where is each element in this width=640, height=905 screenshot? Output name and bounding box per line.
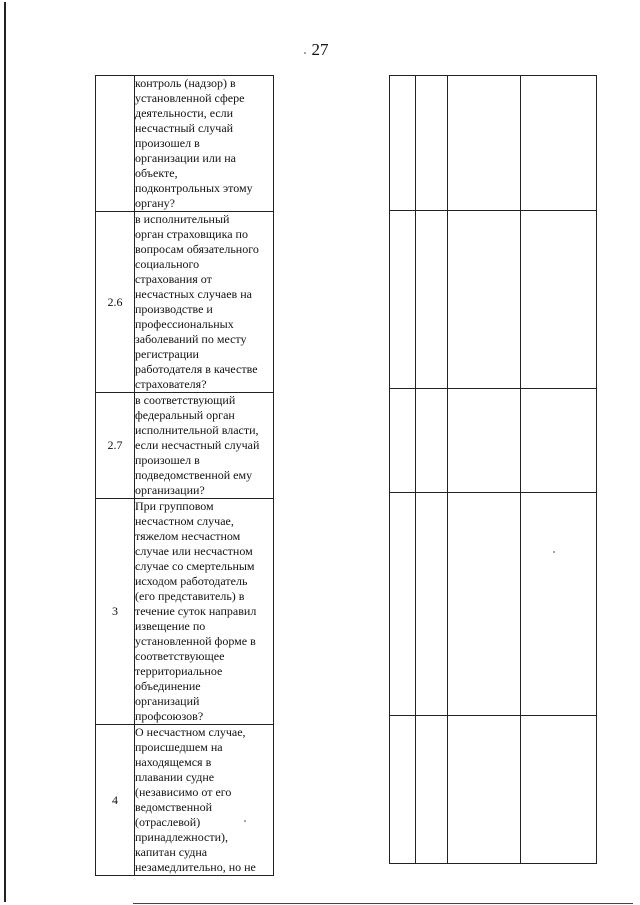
answer-columns-table	[389, 75, 597, 864]
question-text: в исполнительный орган страховщика по вопросам обязательного социального страхования от несчастных случаев на производстве и профессиональных заболеваний по месту регистрации работодателя в качестве страхователя?	[135, 212, 274, 393]
answer-cell	[416, 76, 448, 211]
answer-cell	[448, 211, 521, 389]
answer-cell	[390, 716, 416, 864]
table-row	[96, 393, 274, 499]
answer-row	[390, 76, 597, 211]
row-number: 3	[96, 499, 135, 725]
question-text: контроль (надзор) в установленной сфере деятельности, если несчастный случай произошел в организации или на объекте, подконтрольных этому органу?	[135, 76, 274, 212]
answer-row	[390, 389, 597, 493]
page-number: 27	[311, 40, 329, 59]
question-text: в соответствующий федеральный орган исполнительной власти, если несчастный случай произошел в подведомственной ему организации?	[135, 393, 274, 499]
answer-cell	[416, 389, 448, 493]
row-number: 2.6	[96, 212, 135, 393]
answer-cell	[521, 493, 597, 716]
row-number	[96, 76, 135, 212]
answer-row	[390, 716, 597, 864]
answer-cell	[448, 716, 521, 864]
question-text: О несчастном случае, происшедшем на находящемся в плавании судне (независимо от его ведомственной (отраслевой) принадлежности), капитан судна незамедлительно, но не	[135, 725, 274, 876]
answer-cell	[416, 493, 448, 716]
scan-speck	[304, 52, 306, 54]
answer-cell	[390, 389, 416, 493]
table-row	[96, 499, 274, 725]
scan-bottom-edge	[133, 903, 633, 904]
answer-cell	[416, 211, 448, 389]
answer-cell	[390, 76, 416, 211]
answer-cell	[521, 211, 597, 389]
row-number: 2.7	[96, 393, 135, 499]
row-number: 4	[96, 725, 135, 876]
answer-cell	[521, 389, 597, 493]
answer-row	[390, 211, 597, 389]
answer-cell	[448, 389, 521, 493]
table-row	[96, 212, 274, 393]
table-row	[96, 725, 274, 876]
scan-speck	[244, 820, 246, 822]
scan-speck	[553, 551, 555, 553]
answer-row	[390, 493, 597, 716]
checklist-table	[95, 75, 274, 876]
answer-cell	[390, 211, 416, 389]
answer-cell	[521, 716, 597, 864]
table-row	[96, 76, 274, 212]
answer-cell	[521, 76, 597, 211]
question-text: При групповом несчастном случае, тяжелом несчастном случае или несчастном случае со смертельным исходом работодатель (его представитель) в течение суток направил извещение по установленной форме в соответствующее территориальное объединение организаций профсоюзов?	[135, 499, 274, 725]
answer-cell	[390, 493, 416, 716]
answer-cell	[448, 76, 521, 211]
answer-cell	[448, 493, 521, 716]
answer-cell	[416, 716, 448, 864]
